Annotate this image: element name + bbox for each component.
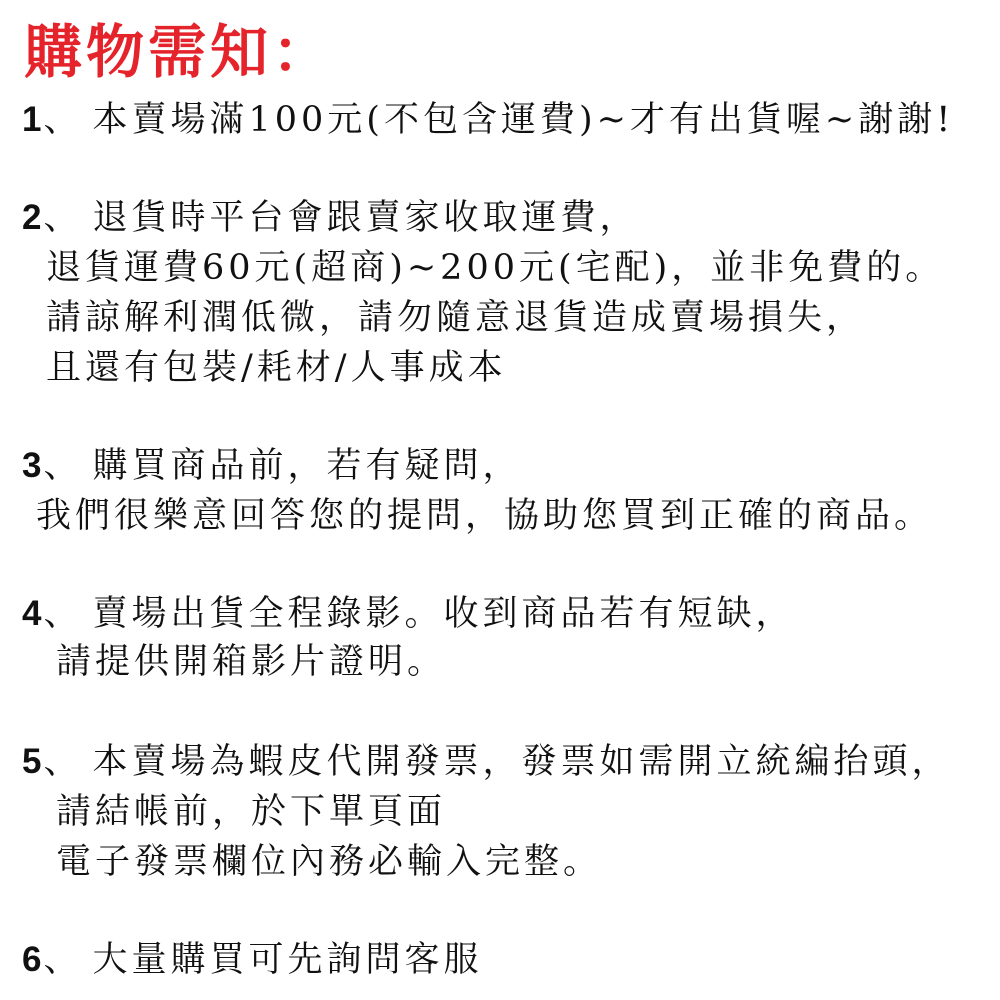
rule-6-line-1 bbox=[22, 938, 483, 982]
rule-4-line-2: 請提供開箱影片證明。 bbox=[56, 642, 447, 682]
rule-text: 本賣場為蝦皮代開發票，發票如需開立統編抬頭， bbox=[92, 742, 951, 782]
rule-2-line-4: 且還有包裝/耗材/人事成本 bbox=[46, 348, 507, 388]
rule-2-line-3: 請諒解利潤低微，請勿隨意退貨造成賣場損失， bbox=[46, 298, 866, 338]
rule-5-line-2: 請結帳前，於下單頁面 bbox=[56, 792, 447, 832]
rule-number-5: 5 bbox=[22, 742, 42, 781]
rule-2-line-1 bbox=[22, 196, 639, 240]
rule-5-line-3: 電子發票欄位內務必輸入完整。 bbox=[56, 842, 603, 882]
rule-2-line-2: 退貨運費60元(超商)~200元(宅配)，並非免費的。 bbox=[46, 248, 945, 288]
rule-number-4: 4 bbox=[22, 594, 42, 633]
rule-number-3: 3 bbox=[22, 446, 42, 485]
rule-separator-6: 、 bbox=[43, 940, 83, 980]
rule-3-line-1 bbox=[22, 444, 522, 488]
rule-number-2: 2 bbox=[22, 198, 42, 237]
rule-5-line-1 bbox=[22, 740, 951, 784]
rule-1-line-1 bbox=[22, 98, 954, 142]
rule-separator-3: 、 bbox=[43, 446, 83, 486]
rule-3-line-2: 我們很樂意回答您的提問，協助您買到正確的商品。 bbox=[36, 496, 934, 536]
rule-number-6: 6 bbox=[22, 940, 42, 979]
rule-text: 大量購買可先詢問客服 bbox=[92, 940, 483, 980]
rule-text: 退貨時平台會跟賣家收取運費， bbox=[92, 198, 639, 238]
rule-number-1: 1 bbox=[22, 100, 42, 139]
rule-text: 賣場出貨全程錄影。收到商品若有短缺， bbox=[92, 594, 795, 634]
notice-title: 購物需知： bbox=[24, 18, 335, 86]
rule-separator-2: 、 bbox=[43, 198, 83, 238]
rule-separator-1: 、 bbox=[43, 100, 83, 140]
rule-text: 本賣場滿100元(不包含運費)~才有出貨喔~謝謝! bbox=[92, 100, 955, 140]
rule-4-line-1 bbox=[22, 592, 795, 636]
rule-text: 購買商品前，若有疑問， bbox=[92, 446, 522, 486]
rule-separator-4: 、 bbox=[43, 594, 83, 634]
rule-separator-5: 、 bbox=[43, 742, 83, 782]
